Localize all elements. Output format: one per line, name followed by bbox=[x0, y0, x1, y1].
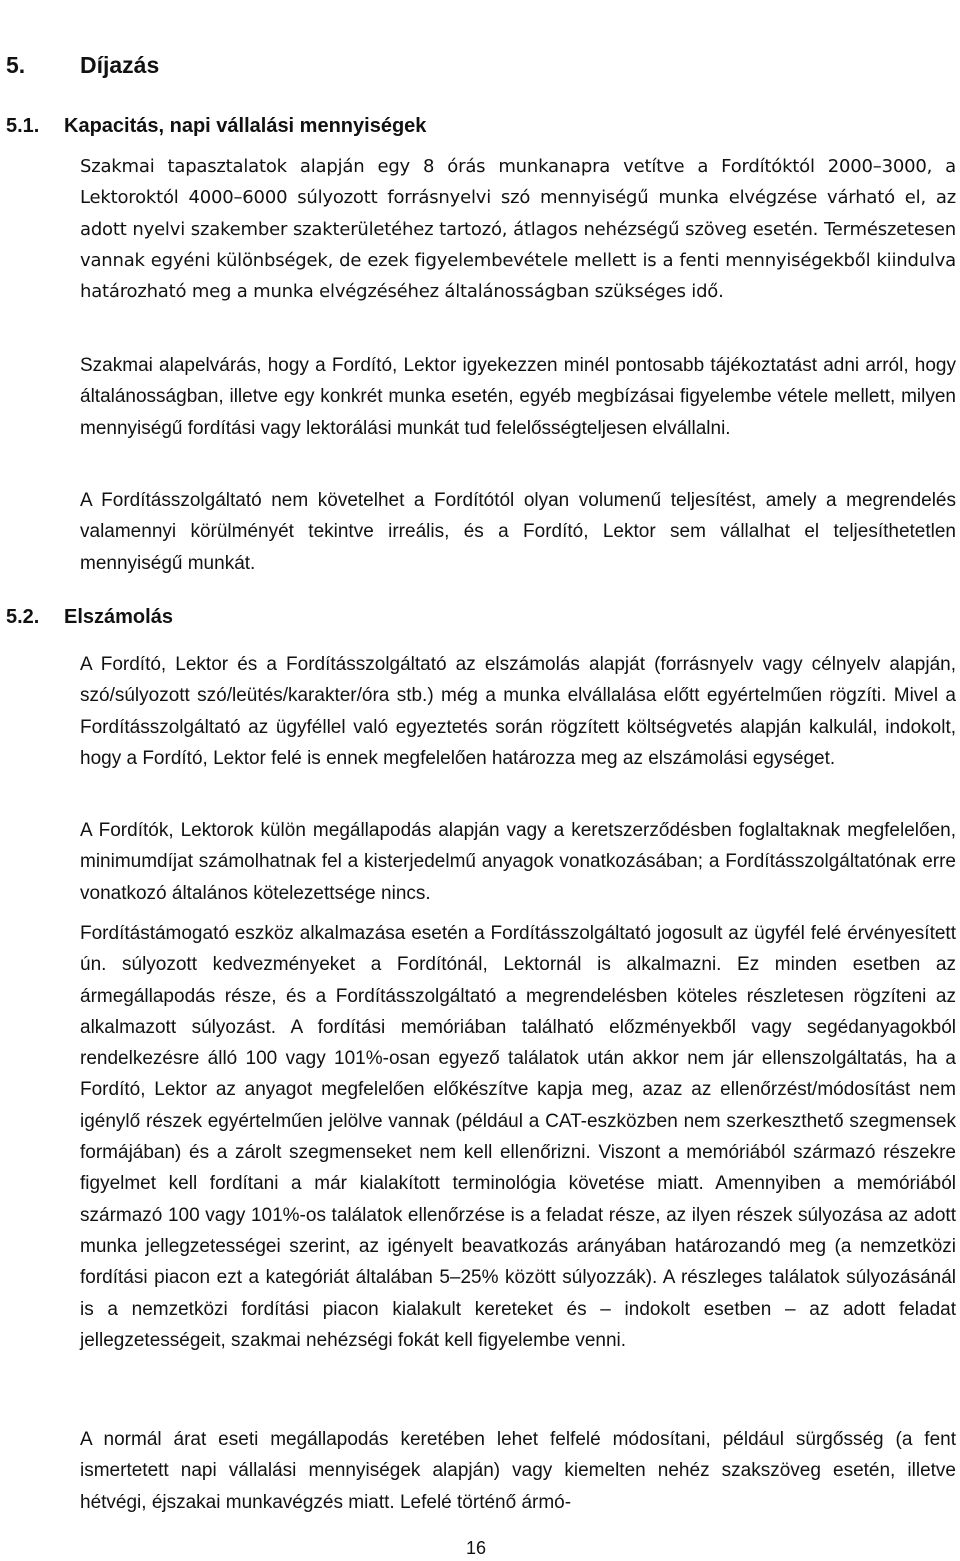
subsection-number: 5.1. bbox=[6, 115, 40, 137]
paragraph: A Fordító, Lektor és a Fordításszolgáltató az elszámolás alapját (forrásnyelv vagy célnyelv alapján, szó/súlyozott szó/leütés/karakter/óra stb.) még a munka elvállalása előtt egyértelműen rögzíti. Mivel a Fordításszolgáltató az ügyféllel való egyeztetés során rögzített költségvetés alapján kalkulál, indokolt, hogy a Fordító, Lektor felé is ennek megfelelően határozza meg az elszámolási egységet. bbox=[80, 654, 956, 769]
subsection-title: Kapacitás, napi vállalási mennyiségek bbox=[64, 115, 427, 137]
page-number: 16 bbox=[466, 1538, 487, 1558]
paragraph: Fordítástámogató eszköz alkalmazása esetén a Fordításszolgáltató jogosult az ügyfél felé érvényesített ún. súlyozott kedvezményeket a Fordítónál, Lektornál is alkalmazni. Ez minden esetben az ármegállapodás része, és a Fordításszolgáltató a megrendelésben köteles részletesen rögzíteni az alkalmazott súlyozást. A fordítási memóriában található előzményekből vagy segédanyagokból rendelkezésre álló 100 vagy 101%-osan egyező találatok után akkor nem jár ellenszolgáltatás, ha a Fordító, Lektor az anyagot megfelelően előkészítve kapja meg, azaz az ellenőrzést/módosítást nem igénylő részek egyértelműen jelölve vannak (például a CAT-eszközben nem szerkeszthető szegmensek formájában) és a zárolt szegmenseket nem kell ellenőrizni. Viszont a memóriából származó részekre figyelmet kell fordítani a már kialakított terminológia követése miatt. Amennyiben a memóriából származó 100 vagy 101%-os találatok ellenőrzése is a feladat része, az ilyen részek súlyozása az adott munka jellegzetességei szerint, az igényelt beavatkozás arányában határozandó meg (a nemzetközi fordítási piacon ezt a kategóriát általában 5–25% között súlyozzák). A részleges találatok súlyozásánál is a nemzetközi fordítási piacon kialakult kereteket és – indokolt esetben – az adott feladat jellegzetességeit, szakmai nehézségi fokát kell figyelembe venni. bbox=[80, 923, 956, 1351]
paragraph: A normál árat eseti megállapodás keretében lehet felfelé módosítani, például sürgősség (a fent ismertetett napi vállalási mennyiségek alapján) vagy kiemelten nehéz szakszöveg esetén, illetve hétvégi, éjszakai munkavégzés miatt. Lefelé történő ármó- bbox=[80, 1429, 956, 1513]
subsection-number: 5.2. bbox=[6, 606, 40, 628]
subsection-title: Elszámolás bbox=[64, 606, 173, 628]
subsection-heading-billing bbox=[6, 606, 606, 634]
subsection-heading-capacity bbox=[6, 115, 606, 143]
section-heading bbox=[6, 52, 306, 82]
paragraph: Szakmai tapasztalatok alapján egy 8 órás munkanapra vetítve a Fordítóktól 2000–3000, a Lektoroktól 4000–6000 súlyozott forrásnyelvi szó mennyiségű munka elvégzése várható el, az adott nyelvi szakember szakterületéhez tartozó, átlagos nehézségű szöveg esetén. Természetesen vannak egyéni különbségek, de ezek figyelembevétele mellett is a fenti mennyiségekből kiindulva határozható meg a munka elvégzéséhez általánosságban szükséges idő. bbox=[80, 156, 956, 303]
section-number: 5. bbox=[6, 52, 26, 78]
paragraph: A Fordításszolgáltató nem követelhet a Fordítótól olyan volumenű teljesítést, amely a megrendelés valamennyi körülményét tekintve irreális, és a Fordító, Lektor sem vállalhat el teljesíthetetlen mennyiségű munkát. bbox=[80, 490, 956, 574]
section-title: Díjazás bbox=[80, 52, 160, 78]
paragraph: Szakmai alapelvárás, hogy a Fordító, Lektor igyekezzen minél pontosabb tájékoztatást adni arról, hogy általánosságban, illetve egy konkrét munka esetén, egyéb megbízásai figyelembe vétele mellett, milyen mennyiségű fordítási vagy lektorálási munkát tud felelősségteljesen elvállalni. bbox=[80, 355, 956, 439]
paragraph: A Fordítók, Lektorok külön megállapodás alapján vagy a keretszerződésben foglaltaknak megfelelően, minimumdíjat számolhatnak fel a kisterjedelmű anyagok vonatkozásában; a Fordításszolgáltatónak erre vonatkozó általános kötelezettsége nincs. bbox=[80, 820, 956, 904]
